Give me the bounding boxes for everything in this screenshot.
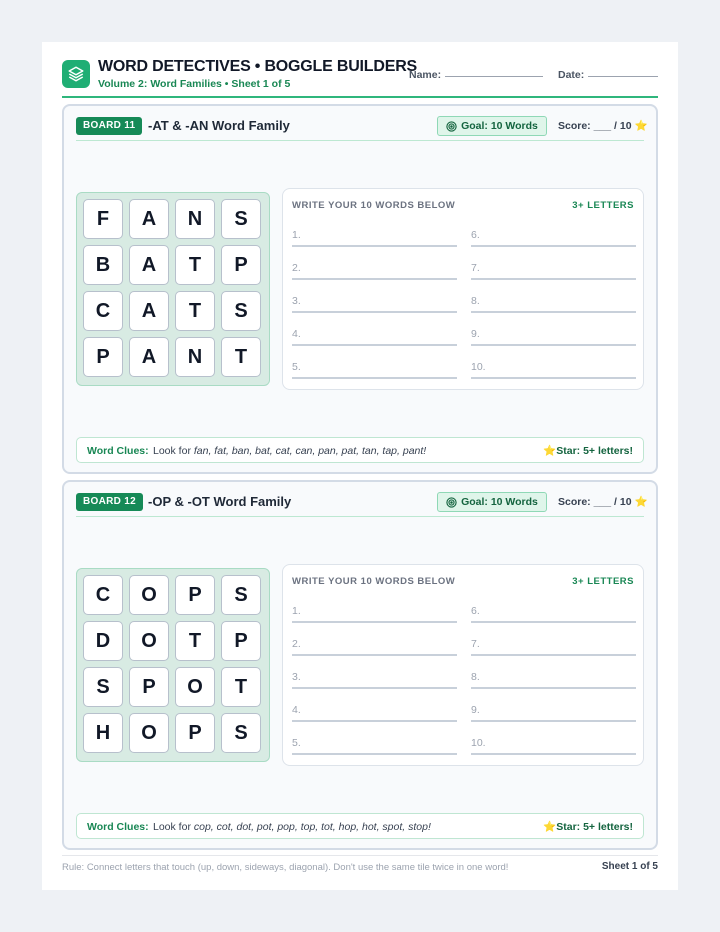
word-list-heading: WRITE YOUR 10 WORDS BELOW xyxy=(292,576,456,587)
letter-tile[interactable]: A xyxy=(129,199,169,239)
clue-text: Look for cop, cot, dot, pot, pop, top, tot, hop, hot, spot, stop! xyxy=(153,821,431,833)
score-text: Score: ___ / 10 xyxy=(558,496,632,508)
word-number: 10. xyxy=(471,737,486,749)
letter-tile[interactable]: P xyxy=(129,667,169,707)
word-answer-line[interactable] xyxy=(471,692,636,722)
word-number: 1. xyxy=(292,229,301,241)
board-header xyxy=(76,116,648,138)
clue-words: fan, fat, ban, bat, cat, can, pan, pat, tan, tap, pant! xyxy=(193,445,427,457)
word-list-heading: WRITE YOUR 10 WORDS BELOW xyxy=(292,200,456,211)
letter-grid xyxy=(76,568,270,762)
word-number: 2. xyxy=(292,638,301,650)
letter-tile[interactable]: S xyxy=(221,713,261,753)
date-field[interactable] xyxy=(588,76,658,77)
letter-grid xyxy=(76,192,270,386)
header-divider xyxy=(62,96,658,98)
letter-tile[interactable]: O xyxy=(129,713,169,753)
letter-tile[interactable]: B xyxy=(83,245,123,285)
score-field[interactable] xyxy=(558,119,648,132)
target-icon xyxy=(446,497,457,508)
word-answer-line[interactable] xyxy=(292,217,457,247)
letter-tile[interactable]: O xyxy=(129,621,169,661)
word-answer-line[interactable] xyxy=(471,217,636,247)
letter-tile[interactable]: O xyxy=(175,667,215,707)
star-icon: ⭐ xyxy=(634,120,648,132)
word-number: 3. xyxy=(292,295,301,307)
word-number: 7. xyxy=(471,638,480,650)
word-answer-line[interactable] xyxy=(292,725,457,755)
letter-tile[interactable]: P xyxy=(83,337,123,377)
board-divider xyxy=(76,140,644,141)
letter-tile[interactable]: N xyxy=(175,337,215,377)
letter-tile[interactable]: N xyxy=(175,199,215,239)
target-icon xyxy=(446,121,457,132)
board-header xyxy=(76,492,648,514)
word-number: 4. xyxy=(292,328,301,340)
word-answer-line[interactable] xyxy=(471,626,636,656)
letter-tile[interactable]: S xyxy=(221,199,261,239)
word-number: 4. xyxy=(292,704,301,716)
word-answer-line[interactable] xyxy=(292,316,457,346)
word-answer-line[interactable] xyxy=(292,626,457,656)
word-number: 1. xyxy=(292,605,301,617)
letter-tile[interactable]: T xyxy=(221,337,261,377)
word-clues-bar xyxy=(76,813,644,839)
goal-badge xyxy=(437,492,547,512)
letter-tile[interactable]: D xyxy=(83,621,123,661)
letter-tile[interactable]: C xyxy=(83,575,123,615)
name-label: Name: xyxy=(409,69,442,81)
word-answer-line[interactable] xyxy=(471,725,636,755)
word-number: 5. xyxy=(292,361,301,373)
letter-tile[interactable]: T xyxy=(175,245,215,285)
worksheet-title: WORD DETECTIVES • BOGGLE BUILDERS xyxy=(98,58,418,75)
page-number: Sheet 1 of 5 xyxy=(601,861,658,872)
word-answer-line[interactable] xyxy=(471,316,636,346)
word-number: 9. xyxy=(471,704,480,716)
letter-tile[interactable]: O xyxy=(129,575,169,615)
letter-tile[interactable]: A xyxy=(129,337,169,377)
word-number: 3. xyxy=(292,671,301,683)
word-answer-line[interactable] xyxy=(292,250,457,280)
letter-tile[interactable]: T xyxy=(175,291,215,331)
letter-tile[interactable]: A xyxy=(129,291,169,331)
board-divider xyxy=(76,516,644,517)
word-answer-line[interactable] xyxy=(292,659,457,689)
clue-words: cop, cot, dot, pot, pop, top, tot, hop, hot, spot, stop! xyxy=(193,821,431,833)
word-answer-line[interactable] xyxy=(471,659,636,689)
letter-tile[interactable]: F xyxy=(83,199,123,239)
letter-tile[interactable]: T xyxy=(175,621,215,661)
star-icon: ⭐ xyxy=(634,496,648,508)
board-card xyxy=(62,480,658,850)
date-label: Date: xyxy=(558,69,585,81)
word-number: 2. xyxy=(292,262,301,274)
word-number: 6. xyxy=(471,229,480,241)
word-answer-line[interactable] xyxy=(471,349,636,379)
word-answer-line[interactable] xyxy=(292,593,457,623)
letter-tile[interactable]: S xyxy=(221,291,261,331)
word-answer-line[interactable] xyxy=(292,283,457,313)
word-answer-line[interactable] xyxy=(471,283,636,313)
word-clues-bar xyxy=(76,437,644,463)
word-answer-line[interactable] xyxy=(471,593,636,623)
name-field[interactable] xyxy=(445,76,543,77)
clue-label: Word Clues: xyxy=(87,821,149,833)
letter-tile[interactable]: S xyxy=(83,667,123,707)
word-number: 10. xyxy=(471,361,486,373)
letter-tile[interactable]: T xyxy=(221,667,261,707)
footer-divider xyxy=(62,855,658,856)
letter-tile[interactable]: P xyxy=(221,621,261,661)
board-badge: BOARD 11 xyxy=(76,117,142,135)
word-answer-line[interactable] xyxy=(292,349,457,379)
letter-tile[interactable]: C xyxy=(83,291,123,331)
goal-text: Goal: 10 Words xyxy=(461,120,538,132)
board-badge: BOARD 12 xyxy=(76,493,143,511)
board-card xyxy=(62,104,658,474)
word-number: 5. xyxy=(292,737,301,749)
rule-text: Rule: Connect letters that touch (up, down, sideways, diagonal). Don't use the same tile twice in one word! xyxy=(62,862,509,873)
score-field[interactable] xyxy=(558,495,648,508)
goal-badge xyxy=(437,116,547,136)
word-answer-line[interactable] xyxy=(471,250,636,280)
letter-tile[interactable]: A xyxy=(129,245,169,285)
goal-text: Goal: 10 Words xyxy=(461,496,538,508)
clue-label: Word Clues: xyxy=(87,445,149,457)
score-text: Score: ___ / 10 xyxy=(558,120,632,132)
star-bonus: ⭐Star: 5+ letters! xyxy=(543,445,633,457)
letter-tile[interactable]: P xyxy=(175,575,215,615)
worksheet-subtitle: Volume 2: Word Families • Sheet 1 of 5 xyxy=(98,78,291,90)
letter-requirement: 3+ LETTERS xyxy=(572,576,634,587)
word-number: 8. xyxy=(471,671,480,683)
worksheet-page xyxy=(42,42,678,890)
board-title: -OP & -OT Word Family xyxy=(148,494,292,509)
word-number: 8. xyxy=(471,295,480,307)
board-title: -AT & -AN Word Family xyxy=(148,118,290,133)
letter-tile[interactable]: P xyxy=(175,713,215,753)
word-number: 7. xyxy=(471,262,480,274)
letter-requirement: 3+ LETTERS xyxy=(572,200,634,211)
letter-tile[interactable]: H xyxy=(83,713,123,753)
star-bonus: ⭐Star: 5+ letters! xyxy=(543,821,633,833)
word-number: 9. xyxy=(471,328,480,340)
word-number: 6. xyxy=(471,605,480,617)
letter-tile[interactable]: S xyxy=(221,575,261,615)
worksheet-header xyxy=(62,58,658,98)
word-list-panel xyxy=(282,564,644,766)
layers-icon xyxy=(62,60,90,88)
clue-text: Look for fan, fat, ban, bat, cat, can, pan, pat, tan, tap, pant! xyxy=(153,445,427,457)
word-list-panel xyxy=(282,188,644,390)
word-answer-line[interactable] xyxy=(292,692,457,722)
letter-tile[interactable]: P xyxy=(221,245,261,285)
